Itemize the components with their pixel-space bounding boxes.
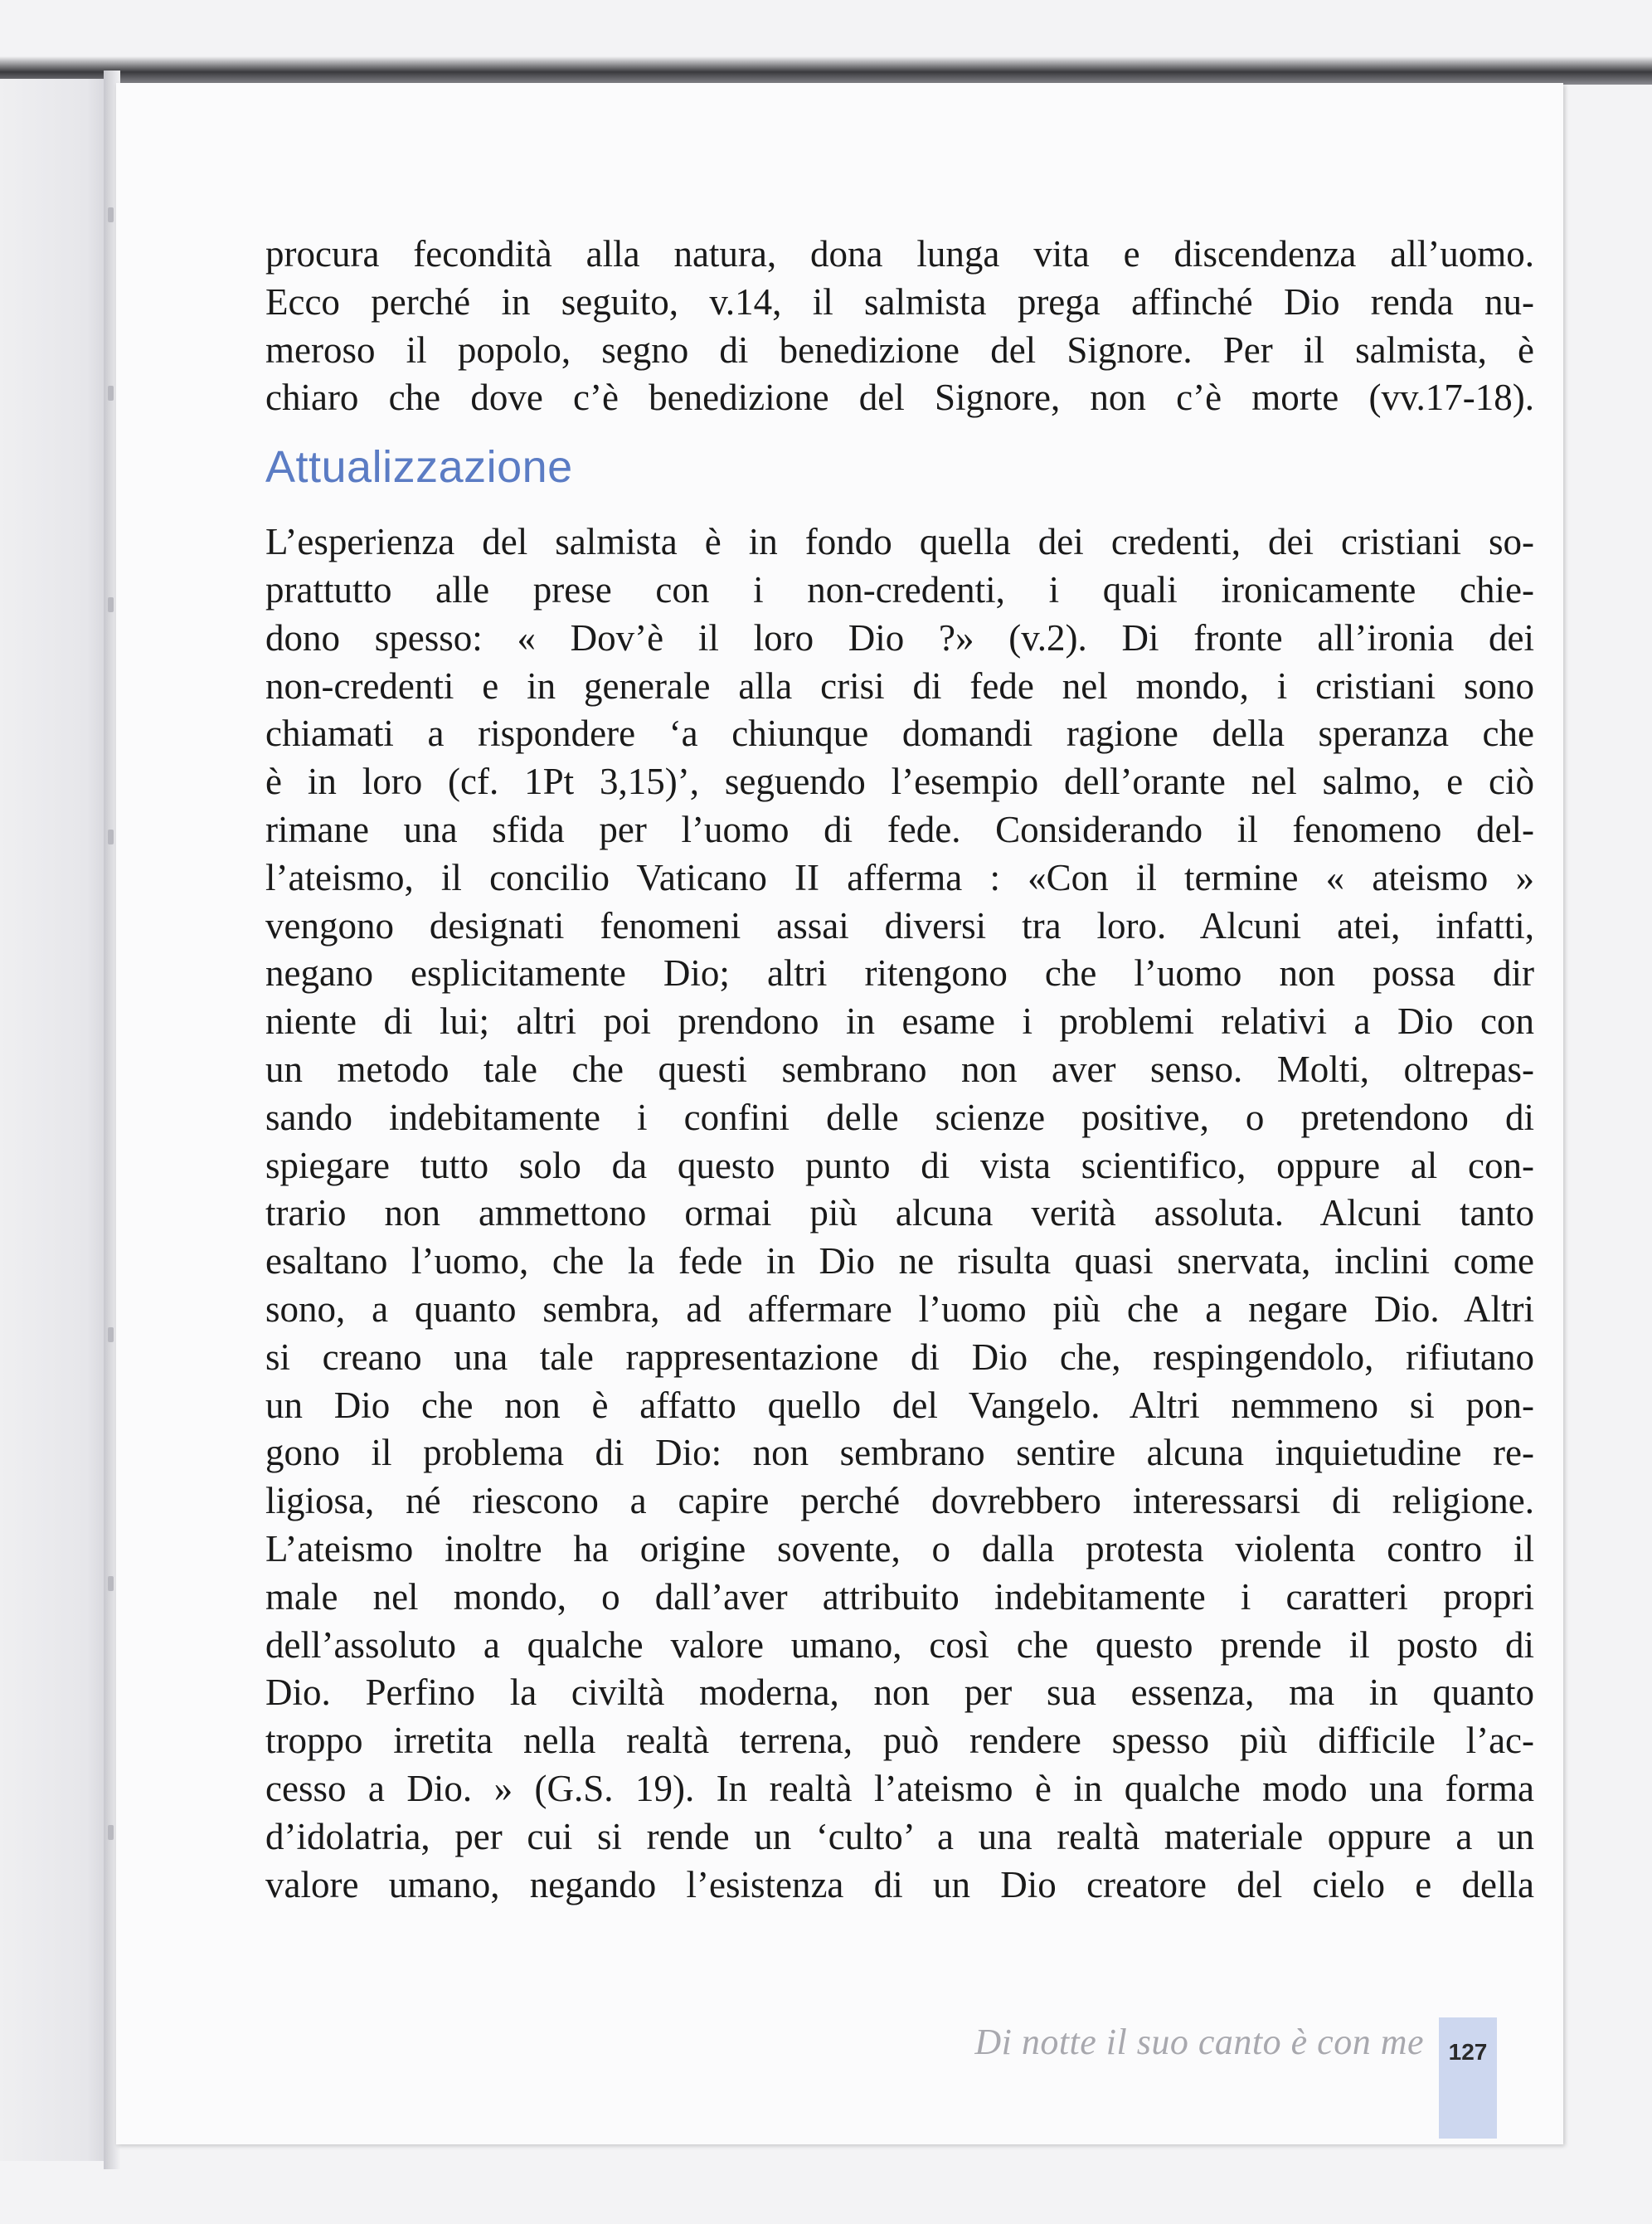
text-line: chiamati a rispondere ‘a chiunque domandi ragione della speranza che (265, 713, 1534, 755)
text-line: prattutto alle prese con i non-credenti, i quali ironicamente chie- (265, 568, 1534, 611)
text-line: L’esperienza del salmista è in fondo quella dei credenti, dei cristiani so- (265, 521, 1534, 563)
text-line: dell’assoluto a qualche valore umano, così che questo prende il posto di (265, 1623, 1534, 1666)
text-line: gono il problema di Dio: non sembrano sentire alcuna inquietudine re- (265, 1432, 1534, 1474)
page-number-tab (1439, 2017, 1497, 2139)
text-line: cesso a Dio. » (G.S. 19). In realtà l’ateismo è in qualche modo una forma (265, 1767, 1534, 1809)
text-line: negano esplicitamente Dio; altri ritengono che l’uomo non possa dir (265, 952, 1534, 995)
paragraph-intro (265, 231, 1534, 422)
book-top-edge (0, 56, 1652, 85)
text-line: trario non ammettono ormai più alcuna verità assoluta. Alcuni tanto (265, 1192, 1534, 1234)
text-line: esaltano l’uomo, che la fede in Dio ne risulta quasi snervata, inclini come (265, 1240, 1534, 1282)
text-line: niente di lui; altri poi prendono in esame i problemi relativi a Dio con (265, 1000, 1534, 1043)
binding-stitch (108, 386, 114, 401)
running-title: Di notte il suo canto è con me (974, 2022, 1424, 2062)
text-line: Ecco perché in seguito, v.14, il salmista prega affinché Dio renda nu- (265, 280, 1534, 323)
binding-stitch (108, 597, 114, 612)
text-line: chiaro che dove c’è benedizione del Signore, non c’è morte (vv.17-18). (265, 377, 1534, 419)
text-line: rimane una sfida per l’uomo di fede. Considerando il fenomeno del- (265, 808, 1534, 850)
binding-stitch (108, 207, 114, 222)
page-body (265, 231, 1534, 1909)
text-line: sando indebitamente i confini delle scienze positive, o pretendono di (265, 1096, 1534, 1138)
text-line: L’ateismo inoltre ha origine sovente, o dalla protesta violenta contro il (265, 1527, 1534, 1569)
text-line: vengono designati fenomeni assai diversi tra loro. Alcuni atei, infatti, (265, 904, 1534, 947)
text-line: ligiosa, né riescono a capire perché dovrebbero interessarsi di religione. (265, 1480, 1534, 1522)
text-line: sono, a quanto sembra, ad affermare l’uomo più che a negare Dio. Altri (265, 1287, 1534, 1330)
text-line: un Dio che non è affatto quello del Vangelo. Altri nemmeno si pon- (265, 1384, 1534, 1426)
text-line: male nel mondo, o dall’aver attribuito indebitamente i caratteri propri (265, 1575, 1534, 1618)
text-line: spiegare tutto solo da questo punto di vista scientifico, oppure al con- (265, 1144, 1534, 1186)
text-line: Dio. Perfino la civiltà moderna, non per sua essenza, ma in quanto (265, 1672, 1534, 1714)
text-line: procura fecondità alla natura, dona lunga vita e discendenza all’uomo. (265, 233, 1534, 275)
text-line: valore umano, negando l’esistenza di un Dio creatore del cielo e della (265, 1863, 1534, 1905)
text-line: troppo irretita nella realtà terrena, può rendere spesso più difficile l’ac- (265, 1720, 1534, 1762)
binding-stitch (108, 1825, 114, 1840)
text-line: meroso il popolo, segno di benedizione del Signore. Per il salmista, è (265, 328, 1534, 371)
page-footer (974, 2017, 1497, 2076)
page-number: 127 (1448, 2039, 1488, 2065)
text-line: dono spesso: « Dov’è il loro Dio ?» (v.2). Di fronte all’ironia dei (265, 616, 1534, 659)
paragraph-main (265, 518, 1534, 1909)
text-line: è in loro (cf. 1Pt 3,15)’, seguendo l’esempio dell’orante nel salmo, e ciò (265, 761, 1534, 803)
binding-stitch (108, 1576, 114, 1591)
binding-stitch (108, 1327, 114, 1342)
left-page-edge (0, 79, 116, 2161)
binding-stitch (108, 830, 114, 844)
text-line: si creano una tale rappresentazione di Dio che, respingendolo, rifiutano (265, 1336, 1534, 1378)
text-line: d’idolatria, per cui si rende un ‘culto’ a una realtà materiale oppure a un (265, 1815, 1534, 1857)
text-line: l’ateismo, il concilio Vaticano II afferma : «Con il termine « ateismo » (265, 856, 1534, 898)
book-page (116, 83, 1563, 2144)
section-heading: Attualizzazione (265, 442, 573, 493)
text-line: un metodo tale che questi sembrano non aver senso. Molti, oltrepas- (265, 1048, 1534, 1090)
text-line: non-credenti e in generale alla crisi di fede nel mondo, i cristiani sono (265, 664, 1534, 707)
